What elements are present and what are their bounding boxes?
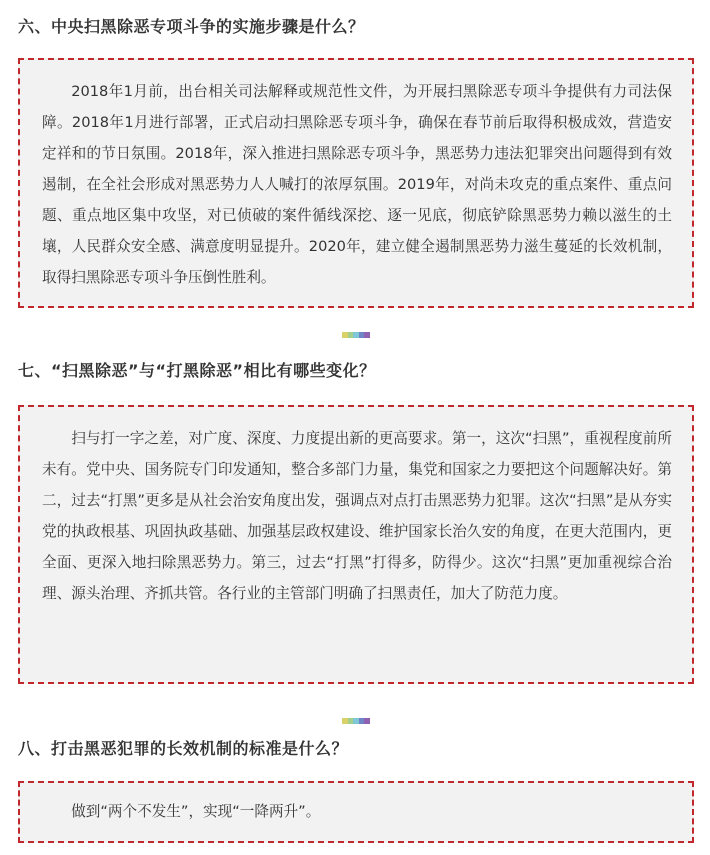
section-8-body: 做到“两个不发生”，实现“一降两升”。 [71, 803, 321, 820]
section-8-heading: 八、打击黑恶犯罪的长效机制的标准是什么？ [18, 739, 349, 758]
section-7-box [18, 405, 694, 684]
divider-segment [364, 332, 370, 338]
section-8-box [18, 781, 694, 843]
section-6-box [18, 58, 694, 308]
section-6-heading: 六、中央扫黑除恶专项斗争的实施步骤是什么？ [18, 17, 365, 36]
divider-1 [342, 332, 370, 338]
section-7-body: 扫与打一字之差，对广度、深度、力度提出新的更高要求。第一，这次“扫黑”，重视程度前所未有。党中央、国务院专门印发通知，整合多部门力量，集党和国家之力要把这个问题解决好。第二，过去“打黑”更多是从社会治安角度出发，强调点对点打击黑恶势力犯罪。这次“扫黑”是从夯实党的执政根基、巩固执政基础、加强基层政权建设、维护国家长治久安的角度，在更大范围内，更全面、更深入地扫除黑恶势力。第三，过去“打黑”打得多，防得少。这次“扫黑”更加重视综合治理、源头治理、齐抓共管。各行业的主管部门明确了扫黑责任，加大了防范力度。 [42, 430, 672, 602]
section-6-body: 2018年1月前，出台相关司法解释或规范性文件，为开展扫黑除恶专项斗争提供有力司法保障。2018年1月进行部署，正式启动扫黑除恶专项斗争，确保在春节前后取得积极成效，营造安定祥和的节日氛围。2018年，深入推进扫黑除恶专项斗争，黑恶势力违法犯罪突出问题得到有效遏制，在全社会形成对黑恶势力人人喊打的浓厚氛围。2019年，对尚未攻克的重点案件、重点问题、重点地区集中攻坚，对已侦破的案件循线深挖、逐一见底，彻底铲除黑恶势力赖以滋生的土壤，人民群众安全感、满意度明显提升。2020年，建立健全遏制黑恶势力滋生蔓延的长效机制，取得扫黑除恶专项斗争压倒性胜利。 [42, 83, 672, 286]
section-7-heading: 七、“扫黑除恶”与“打黑除恶”相比有哪些变化？ [18, 361, 376, 380]
divider-2 [342, 718, 370, 724]
divider-segment [364, 718, 370, 724]
